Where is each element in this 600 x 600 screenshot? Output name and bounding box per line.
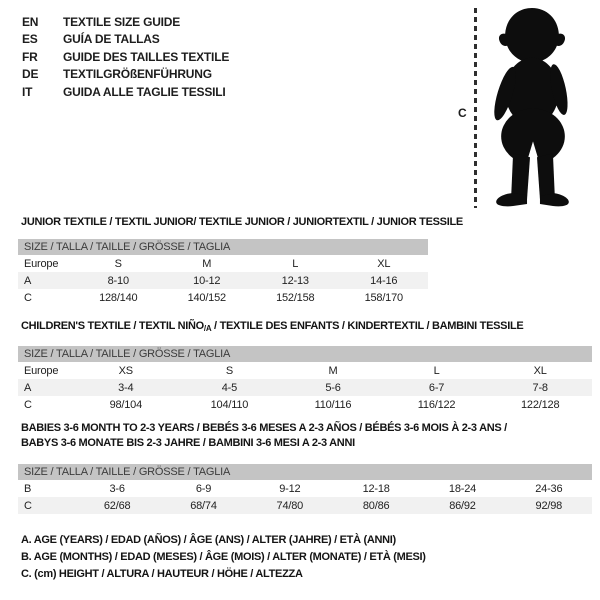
table-cell: 128/140 (99, 291, 138, 304)
row-label: B (24, 482, 32, 495)
table-cell: 18-24 (448, 482, 477, 495)
language-row-en (22, 13, 229, 31)
table-cell: 122/128 (521, 398, 560, 411)
section-title-part: CHILDREN'S TEXTILE / TEXTIL NIÑO (21, 320, 204, 332)
children-size-table (18, 346, 592, 413)
section-title-part: / TEXTILE DES ENFANTS / KINDERTEXTIL / BAMBINI TESSILE (211, 320, 524, 332)
language-code: ES (22, 32, 38, 47)
footnote-legend (21, 534, 426, 585)
table-row-age (18, 379, 592, 396)
table-cell: 6-7 (428, 381, 445, 394)
language-title: GUIDA ALLE TAGLIE TESSILI (63, 84, 226, 99)
section-title-junior: JUNIOR TEXTILE / TEXTIL JUNIOR/ TEXTILE JUNIOR / JUNIORTEXTIL / JUNIOR TESSILE (21, 216, 463, 228)
language-title: TEXTILGRÖßENFÜHRUNG (63, 67, 212, 82)
language-code: EN (22, 14, 39, 29)
language-code: DE (22, 67, 39, 82)
language-title-list (22, 13, 229, 101)
table-header-row (18, 464, 592, 480)
section-title-line: BABYS 3-6 MONATE BIS 2-3 JAHRE / BAMBINI 3-6 MESI A 2-3 ANNI (21, 437, 355, 449)
row-label: A (24, 381, 32, 394)
table-cell: XL (533, 364, 547, 377)
table-cell: 3-6 (109, 482, 125, 495)
table-cell: 12-18 (362, 482, 390, 495)
language-code: FR (22, 49, 38, 64)
table-row-height (18, 289, 428, 306)
row-label: A (24, 274, 32, 287)
table-cell: 5-6 (325, 381, 341, 394)
row-label: Europe (24, 257, 59, 270)
table-cell: 24-36 (535, 482, 563, 495)
section-title-children (21, 320, 523, 333)
language-title: TEXTILE SIZE GUIDE (63, 14, 181, 29)
language-row-fr (22, 48, 229, 66)
table-cell: S (225, 364, 233, 377)
table-cell: 74/80 (276, 499, 304, 512)
footnote-age-years: A. AGE (YEARS) / EDAD (AÑOS) / ÂGE (ANS) / ALTER (JAHRE) / ETÀ (ANNI) (21, 534, 396, 546)
table-row-europe (18, 362, 592, 379)
table-cell: 92/98 (535, 499, 563, 512)
junior-size-table (18, 239, 428, 306)
table-cell: 98/104 (109, 398, 143, 411)
table-size-header: SIZE / TALLA / TAILLE / GRÖSSE / TAGLIA (18, 464, 592, 480)
table-cell: 86/92 (449, 499, 476, 512)
table-cell: 158/170 (364, 291, 403, 304)
table-row-months (18, 480, 592, 497)
table-row-height (18, 396, 592, 413)
table-cell: L (292, 257, 299, 270)
table-cell: 14-16 (370, 274, 398, 287)
height-dashed-line (474, 8, 477, 208)
row-label: C (24, 291, 32, 304)
table-row-age (18, 272, 428, 289)
row-label: C (24, 499, 32, 512)
table-header-row (18, 239, 428, 255)
table-cell: XL (377, 257, 391, 270)
table-cell: 4-5 (221, 381, 238, 394)
table-size-header: SIZE / TALLA / TAILLE / GRÖSSE / TAGLIA (18, 346, 592, 362)
row-label: Europe (24, 364, 59, 377)
table-header-row (18, 346, 592, 362)
table-row-europe (18, 255, 428, 272)
table-cell: S (114, 257, 122, 270)
row-label: C (24, 398, 32, 411)
footnote-age-months: B. AGE (MONTHS) / EDAD (MESES) / ÂGE (MOIS) / ALTER (MONATE) / ETÀ (MESI) (21, 551, 426, 563)
table-cell: 6-9 (195, 482, 212, 495)
section-title-babies (21, 421, 596, 451)
table-cell: 3-4 (118, 381, 134, 394)
table-cell: 8-10 (107, 274, 129, 287)
baby-silhouette-icon (484, 6, 580, 210)
table-cell: 152/158 (276, 291, 315, 304)
table-cell: 62/68 (103, 499, 131, 512)
table-cell: 68/74 (190, 499, 217, 512)
table-cell: 110/116 (314, 398, 352, 411)
height-measure-label: C (458, 106, 467, 120)
height-figure (440, 0, 600, 215)
table-cell: L (433, 364, 440, 377)
table-cell: 116/122 (417, 398, 456, 411)
table-cell: 7-8 (532, 381, 548, 394)
language-code: IT (22, 84, 33, 99)
table-cell: XS (118, 364, 133, 377)
language-row-de (22, 66, 229, 84)
table-cell: 80/86 (362, 499, 390, 512)
table-cell: 9-12 (279, 482, 301, 495)
table-size-header: SIZE / TALLA / TAILLE / GRÖSSE / TAGLIA (18, 239, 428, 255)
language-title: GUIDE DES TAILLES TEXTILE (63, 49, 230, 64)
table-cell: 10-12 (193, 274, 221, 287)
table-row-height (18, 497, 592, 514)
section-title-subscript: /A (203, 324, 212, 333)
section-title-line: BABIES 3-6 MONTH TO 2-3 YEARS / BEBÉS 3-6 MESES A 2-3 AÑOS / BÉBÉS 3-6 MOIS À 2-3 ANS / (21, 422, 507, 434)
babies-size-table (18, 464, 592, 514)
table-cell: M (328, 364, 338, 377)
table-cell: 140/152 (187, 291, 226, 304)
table-cell: 104/110 (210, 398, 249, 411)
footnote-height: C. (cm) HEIGHT / ALTURA / HAUTEUR / HÖHE / ALTEZZA (21, 568, 303, 580)
language-title: GUÍA DE TALLAS (63, 32, 160, 47)
language-row-it (22, 83, 229, 101)
table-cell: M (202, 257, 212, 270)
language-row-es (22, 31, 229, 49)
table-cell: 12-13 (281, 274, 309, 287)
